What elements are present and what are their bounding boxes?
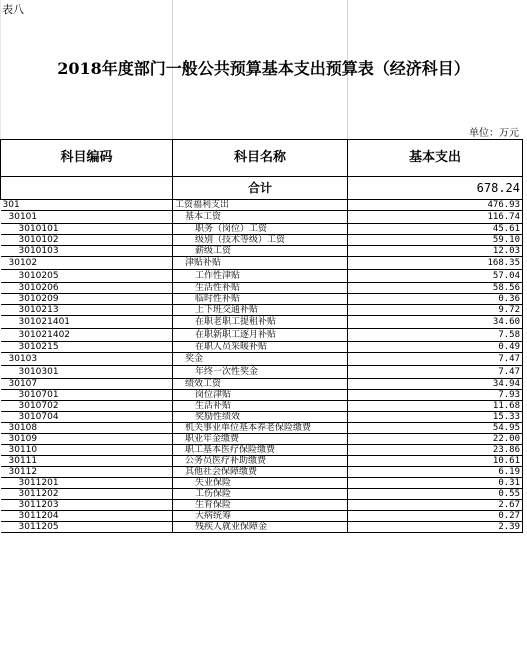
row-amount: 34.94 xyxy=(348,379,523,390)
row-amount: 6.19 xyxy=(348,467,523,478)
row-name: 公务员医疗补助缴费 xyxy=(173,456,348,467)
row-amount: 7.58 xyxy=(348,329,523,342)
table-row xyxy=(1,456,523,467)
page-title: 2018年度部门一般公共预算基本支出预算表（经济科目） xyxy=(57,59,470,78)
row-name: 在职人员采暖补贴 xyxy=(173,342,348,353)
row-code: 3011204 xyxy=(1,511,173,522)
table-row xyxy=(1,316,523,329)
header-code: 科目编码 xyxy=(1,140,173,177)
table-row xyxy=(1,434,523,445)
row-name: 工伤保险 xyxy=(173,489,348,500)
row-name: 绩效工资 xyxy=(173,379,348,390)
sheet-label: 表八 xyxy=(2,3,24,16)
row-amount: 2.39 xyxy=(348,522,523,533)
row-name: 工作性津贴 xyxy=(173,270,348,283)
row-name: 在职新职工逐月补贴 xyxy=(173,329,348,342)
row-name: 在职老职工提租补贴 xyxy=(173,316,348,329)
row-code: 3010702 xyxy=(1,401,173,412)
row-amount: 7.47 xyxy=(348,366,523,379)
row-code: 3010205 xyxy=(1,270,173,283)
table-row xyxy=(1,283,523,294)
row-name: 岗位津贴 xyxy=(173,390,348,401)
row-code: 3010301 xyxy=(1,366,173,379)
row-name: 基本工资 xyxy=(173,211,348,224)
row-name: 失业保险 xyxy=(173,478,348,489)
table-row xyxy=(1,294,523,305)
row-amount: 34.60 xyxy=(348,316,523,329)
row-name: 机关事业单位基本养老保险缴费 xyxy=(173,423,348,434)
table-row xyxy=(1,522,523,533)
row-amount: 57.04 xyxy=(348,270,523,283)
header-name: 科目名称 xyxy=(173,140,348,177)
row-amount: 0.55 xyxy=(348,489,523,500)
row-name: 临时性补贴 xyxy=(173,294,348,305)
row-amount: 476.93 xyxy=(348,200,523,211)
unit-label: 单位：万元 xyxy=(469,128,519,139)
row-name: 年终一次性奖金 xyxy=(173,366,348,379)
row-code: 3010209 xyxy=(1,294,173,305)
row-code: 3010215 xyxy=(1,342,173,353)
budget-table xyxy=(0,139,523,533)
row-name: 生活补贴 xyxy=(173,401,348,412)
row-code: 30109 xyxy=(1,434,173,445)
table-row xyxy=(1,270,523,283)
row-code: 3010213 xyxy=(1,305,173,316)
row-name: 薪级工资 xyxy=(173,246,348,257)
row-code: 30111 xyxy=(1,456,173,467)
row-name: 大病统筹 xyxy=(173,511,348,522)
table-row xyxy=(1,412,523,423)
table-row xyxy=(1,366,523,379)
table-row xyxy=(1,235,523,246)
row-name: 生育保险 xyxy=(173,500,348,511)
row-amount: 7.47 xyxy=(348,353,523,366)
row-code: 301021402 xyxy=(1,329,173,342)
row-amount: 45.61 xyxy=(348,224,523,235)
header-row xyxy=(1,140,523,177)
row-amount: 0.31 xyxy=(348,478,523,489)
row-code: 30107 xyxy=(1,379,173,390)
total-code xyxy=(1,177,173,200)
table-row xyxy=(1,257,523,270)
row-code: 3010206 xyxy=(1,283,173,294)
total-row xyxy=(1,177,523,200)
row-code: 30101 xyxy=(1,211,173,224)
row-amount: 12.03 xyxy=(348,246,523,257)
table-row xyxy=(1,329,523,342)
row-name: 职工基本医疗保险缴费 xyxy=(173,445,348,456)
row-amount: 23.86 xyxy=(348,445,523,456)
row-code: 3010701 xyxy=(1,390,173,401)
row-name: 奖励性绩效 xyxy=(173,412,348,423)
row-name: 津贴补贴 xyxy=(173,257,348,270)
row-code: 3011205 xyxy=(1,522,173,533)
row-name: 级别（技术等级）工资 xyxy=(173,235,348,246)
table-row xyxy=(1,379,523,390)
row-name: 职业年金缴费 xyxy=(173,434,348,445)
row-code: 3010103 xyxy=(1,246,173,257)
row-amount: 15.33 xyxy=(348,412,523,423)
row-amount: 2.67 xyxy=(348,500,523,511)
table-row xyxy=(1,478,523,489)
total-amount: 678.24 xyxy=(348,177,523,200)
row-code: 301021401 xyxy=(1,316,173,329)
row-name: 其他社会保障缴费 xyxy=(173,467,348,478)
row-amount: 0.27 xyxy=(348,511,523,522)
row-name: 残疾人就业保障金 xyxy=(173,522,348,533)
table-row xyxy=(1,224,523,235)
table-row xyxy=(1,200,523,211)
table-row xyxy=(1,500,523,511)
row-amount: 7.93 xyxy=(348,390,523,401)
row-amount: 0.36 xyxy=(348,294,523,305)
table-row xyxy=(1,211,523,224)
row-code: 30110 xyxy=(1,445,173,456)
table-row xyxy=(1,445,523,456)
table-row xyxy=(1,467,523,478)
table-row xyxy=(1,423,523,434)
row-name: 生活性补贴 xyxy=(173,283,348,294)
row-amount: 9.72 xyxy=(348,305,523,316)
row-amount: 58.56 xyxy=(348,283,523,294)
table-row xyxy=(1,390,523,401)
total-label: 合计 xyxy=(173,177,348,200)
table-row xyxy=(1,342,523,353)
row-code: 3010704 xyxy=(1,412,173,423)
row-code: 3010102 xyxy=(1,235,173,246)
table-row xyxy=(1,246,523,257)
row-amount: 116.74 xyxy=(348,211,523,224)
table-row xyxy=(1,511,523,522)
row-name: 工资福利支出 xyxy=(173,200,348,211)
row-name: 职务（岗位）工资 xyxy=(173,224,348,235)
row-code: 30108 xyxy=(1,423,173,434)
row-amount: 59.10 xyxy=(348,235,523,246)
row-code: 3010101 xyxy=(1,224,173,235)
row-code: 3011203 xyxy=(1,500,173,511)
table-row xyxy=(1,401,523,412)
row-amount: 54.95 xyxy=(348,423,523,434)
row-name: 奖金 xyxy=(173,353,348,366)
row-code: 3011201 xyxy=(1,478,173,489)
row-amount: 168.35 xyxy=(348,257,523,270)
table-row xyxy=(1,489,523,500)
table-row xyxy=(1,353,523,366)
header-amount: 基本支出 xyxy=(348,140,523,177)
row-code: 3011202 xyxy=(1,489,173,500)
row-amount: 0.49 xyxy=(348,342,523,353)
row-amount: 11.68 xyxy=(348,401,523,412)
row-amount: 10.61 xyxy=(348,456,523,467)
row-code: 30103 xyxy=(1,353,173,366)
table-row xyxy=(1,305,523,316)
row-amount: 22.00 xyxy=(348,434,523,445)
row-name: 上下班交通补贴 xyxy=(173,305,348,316)
row-code: 30102 xyxy=(1,257,173,270)
row-code: 301 xyxy=(1,200,173,211)
row-code: 30112 xyxy=(1,467,173,478)
